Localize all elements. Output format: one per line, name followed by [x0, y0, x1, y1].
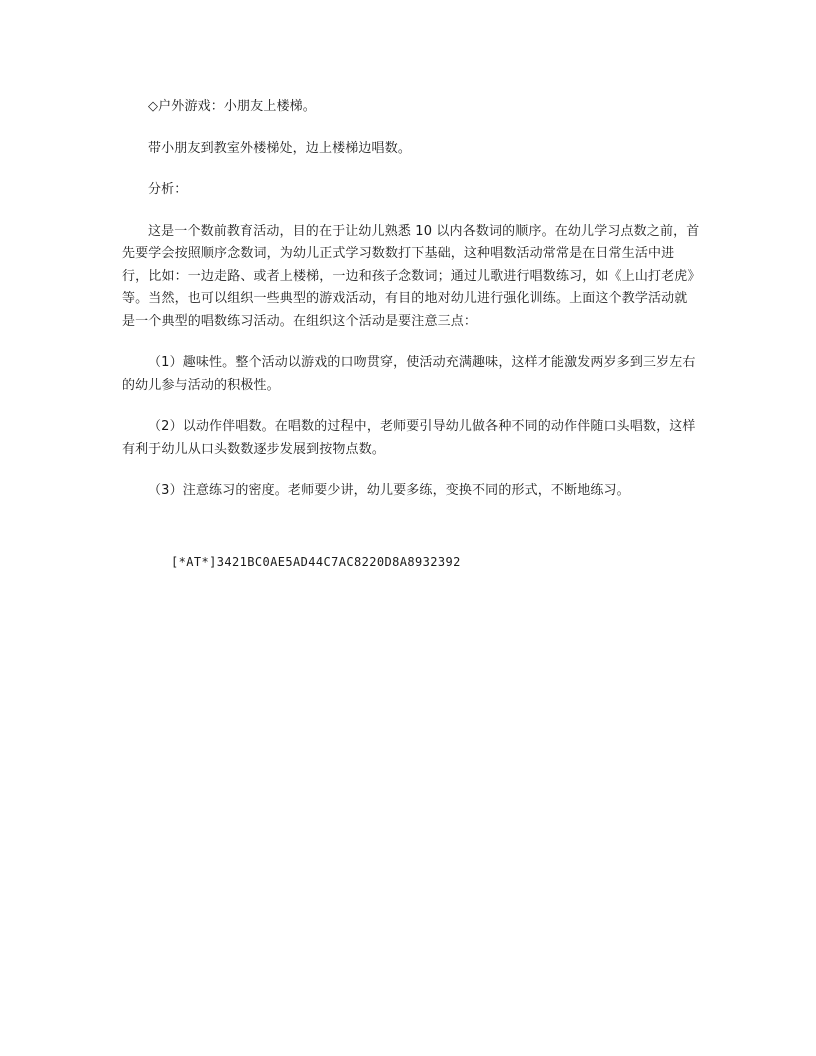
document-body: [122, 96, 700, 503]
analysis-heading: 分析：: [148, 182, 188, 197]
point-1-interest: （1）趣味性。整个活动以游戏的口吻贯穿，使活动充满趣味，这样才能激发两岁多到三岁左右的幼儿参与活动的积极性。: [122, 355, 696, 393]
outdoor-game-heading: ◇户外游戏：小朋友上楼梯。: [148, 99, 316, 114]
activity-description: 带小朋友到教室外楼梯处，边上楼梯边唱数。: [148, 140, 412, 156]
document-id-code: [*AT*]3421BC0AE5AD44C7AC8220D8A8932392: [171, 555, 461, 569]
point-3-density: （3）注意练习的密度。老师要少讲，幼儿要多练，变换不同的形式，不断地练习。: [148, 483, 630, 498]
analysis-paragraph: 这是一个数前教育活动，目的在于让幼儿熟悉 10 以内各数词的顺序。在幼儿学习点数之前，首先要学会按照顺序念数词，为幼儿正式学习数数打下基础，这种唱数活动常常是在日常生活中进行，比如：一边走路、或者上楼梯，一边和孩子念数词；通过儿歌进行唱数练习，如《上山打老虎》等。当然，也可以组织一些典型的游戏活动，有目的地对幼儿进行强化训练。上面这个教学活动就是一个典型的唱数练习活动。在组织这个活动是要注意三点：: [122, 223, 700, 329]
point-2-actions: （2）以动作伴唱数。在唱数的过程中，老师要引导幼儿做各种不同的动作伴随口头唱数，这样有利于幼儿从口头数数逐步发展到按物点数。: [122, 419, 696, 457]
